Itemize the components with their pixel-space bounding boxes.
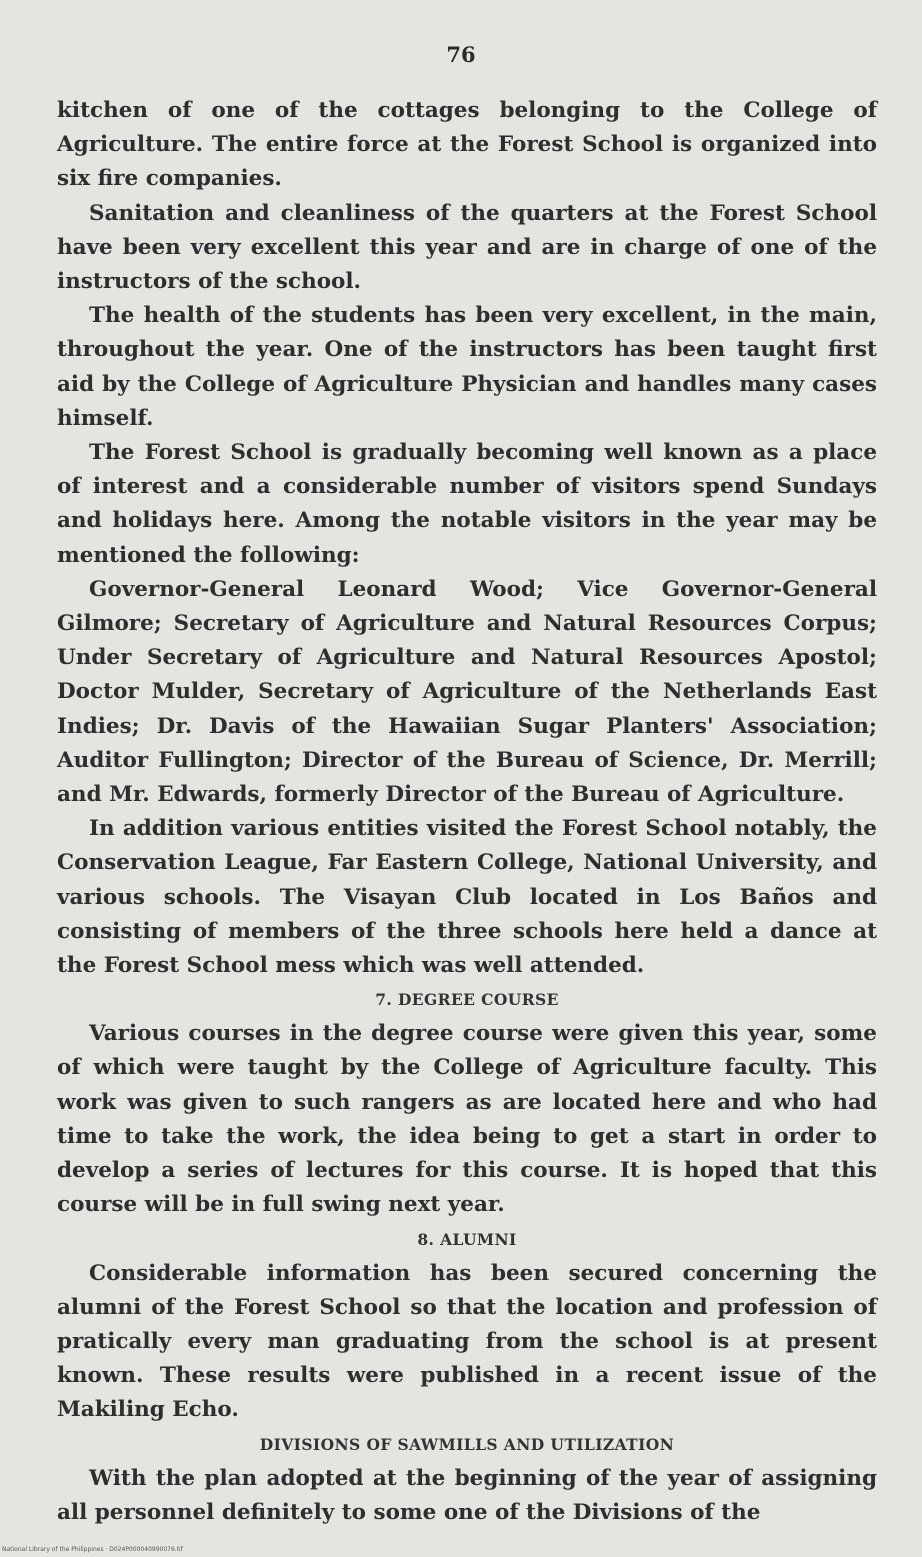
paragraph: In addition various entities visited the Forest School notably, the Conservation League, Far Eastern College, National University, and various schools. The Visayan Club located in Los Baños and consisting of members of the three schools here held a dance at the Forest School mess which was well attended. [57, 816, 877, 979]
paragraph: Sanitation and cleanliness of the quarters at the Forest School have been very excellent this year and are in charge of one of the instructors of the school. [57, 200, 877, 295]
paragraph: kitchen of one of the cottages belonging to the College of Agriculture. The entire force at the Forest School is organized into six fire companies. [57, 98, 877, 192]
paragraph: Considerable information has been secured concerning the alumni of the Forest School so that the location and profession of pratically every man graduating from the school is at present known. These results were published in a recent issue of the Makiling Echo. [57, 1260, 877, 1423]
paragraph: The Forest School is gradually becoming well known as a place of interest and a considerable number of visitors spend Sundays and holidays here. Among the notable visitors in the year may be mentioned the following: [57, 440, 877, 568]
paragraph: The health of the students has been very excellent, in the main, throughout the year. One of the instructors has been taught first aid by the College of Agriculture Physician and handles many cases himself. [57, 303, 877, 431]
section-heading-sawmills: DIVISIONS OF SAWMILLS AND UTILIZATION [259, 1434, 675, 1454]
page-number: 76 [446, 42, 476, 67]
paragraph: With the plan adopted at the beginning of the year of assigning all personnel definitely to some one of the Divisions of the [57, 1465, 877, 1525]
paragraph: Governor-General Leonard Wood; Vice Governor-General Gilmore; Secretary of Agriculture and Natural Resources Corpus; Under Secretary of Agriculture and Natural Resources Apostol; Doctor Mulder, Secretary of Agriculture of the Netherlands East Indies; Dr. Davis of the Hawaiian Sugar Planters' Association; Auditor Fullington; Director of the Bureau of Science, Dr. Merrill; and Mr. Edwards, formerly Director of the Bureau of Agriculture. [57, 576, 877, 808]
page-body [57, 94, 877, 1530]
scan-footer: National Library of the Philippines · D024P000040990076.tif [2, 1546, 183, 1553]
section-heading-alumni: 8. ALUMNI [417, 1229, 517, 1249]
paragraph: Various courses in the degree course were given this year, some of which were taught by the College of Agriculture faculty. This work was given to such rangers as are located here and who had time to take the work, the idea being to get a start in order to develop a series of lectures for this course. It is hoped that this course will be in full swing next year. [57, 1021, 877, 1218]
section-heading-degree-course: 7. DEGREE COURSE [375, 990, 559, 1010]
